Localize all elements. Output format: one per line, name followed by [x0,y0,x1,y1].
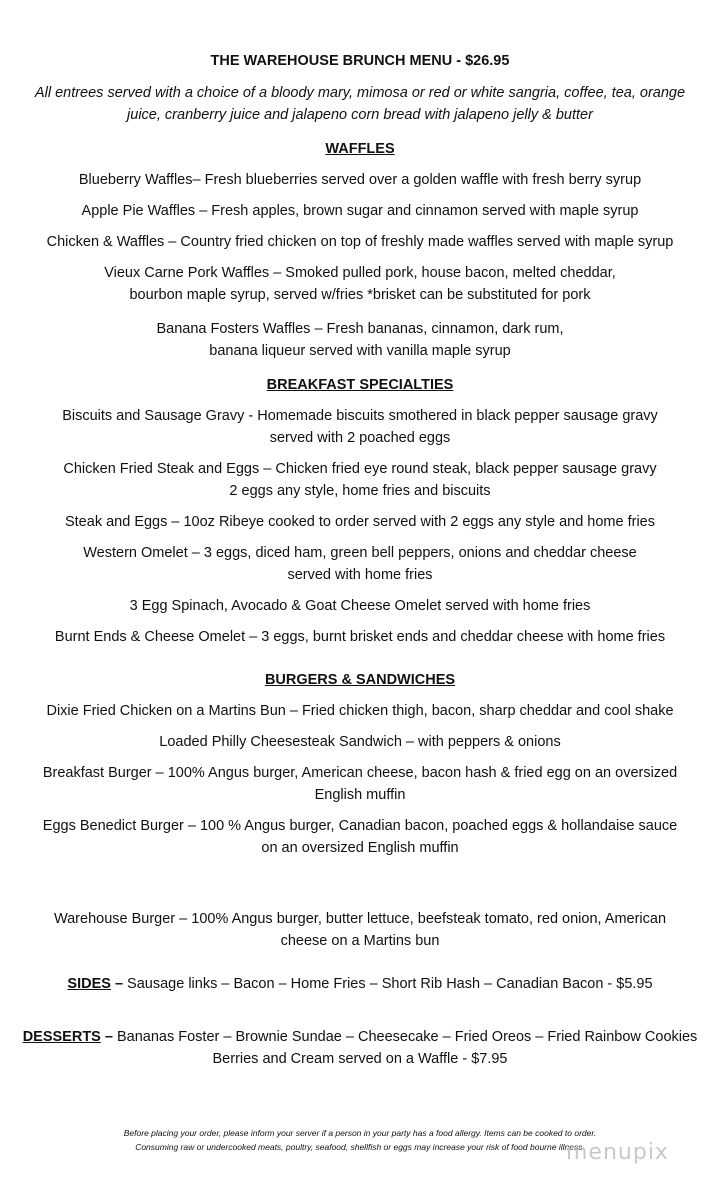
sides-dash: – [110,976,128,992]
menu-item: Apple Pie Waffles – Fresh apples, brown sugar and cinnamon served with maple syrup [81,203,639,219]
raw-food-note: Consuming raw or undercooked meats, poultry, seafood, shellfish or eggs may increase your risk of food bourne illness. [135,1142,585,1152]
menu-item: Western Omelet – 3 eggs, diced ham, green bell peppers, onions and cheddar cheese [83,545,637,561]
burgers-heading: BURGERS & SANDWICHES [264,672,456,688]
menu-item-continued: banana liqueur served with vanilla maple syrup [209,343,511,359]
desserts-text: Bananas Foster – Brownie Sundae – Cheesecake – Fried Oreos – Fried Rainbow Cookies [116,1029,698,1045]
desserts-heading: DESSERTS [22,1029,101,1045]
menu-item-continued: 2 eggs any style, home fries and biscuits [229,483,491,499]
desserts-line-2: Berries and Cream served on a Waffle - $7.95 [212,1051,508,1067]
menu-item: Blueberry Waffles– Fresh blueberries served over a golden waffle with fresh berry syrup [78,172,642,188]
allergy-note: Before placing your order, please inform your server if a person in your party has a food allergy. Items can be cooked to order. [123,1128,597,1138]
sides-heading: SIDES [67,976,111,992]
menu-item: Burnt Ends & Cheese Omelet – 3 eggs, burnt brisket ends and cheddar cheese with home fries [54,629,666,645]
menu-item: Loaded Philly Cheesesteak Sandwich – with peppers & onions [159,734,561,750]
intro-line-2: juice, cranberry juice and jalapeno corn bread with jalapeno jelly & butter [127,107,593,123]
menu-item: Biscuits and Sausage Gravy - Homemade biscuits smothered in black pepper sausage gravy [62,408,658,424]
menu-item-continued: English muffin [314,787,406,803]
menu-item: Vieux Carne Pork Waffles – Smoked pulled pork, house bacon, melted cheddar, [104,265,616,281]
menu-title: THE WAREHOUSE BRUNCH MENU - $26.95 [210,53,510,69]
desserts-dash: – [100,1029,117,1045]
menu-item-continued: cheese on a Martins bun [280,933,440,949]
menu-item-continued: on an oversized English muffin [261,840,459,856]
menu-item-continued: served with home fries [287,567,433,583]
menupix-watermark: menupix [566,1140,669,1165]
desserts-line [0,1026,720,1048]
breakfast-heading: BREAKFAST SPECIALTIES [266,377,454,393]
menu-item: Chicken Fried Steak and Eggs – Chicken fried eye round steak, black pepper sausage gravy [63,461,657,477]
menu-item: Banana Fosters Waffles – Fresh bananas, cinnamon, dark rum, [156,321,564,337]
intro-line-1: All entrees served with a choice of a bloody mary, mimosa or red or white sangria, coffee, tea, orange [34,85,686,101]
sides-text: Sausage links – Bacon – Home Fries – Short Rib Hash – Canadian Bacon - $5.95 [127,976,653,992]
menu-item: Breakfast Burger – 100% Angus burger, American cheese, bacon hash & fried egg on an oversized [42,765,678,781]
waffles-heading: WAFFLES [325,141,395,157]
menu-item: Dixie Fried Chicken on a Martins Bun – Fried chicken thigh, bacon, sharp cheddar and cool shake [46,703,674,719]
menu-item: Chicken & Waffles – Country fried chicken on top of freshly made waffles served with maple syrup [46,234,674,250]
menu-item: Steak and Eggs – 10oz Ribeye cooked to order served with 2 eggs any style and home fries [64,514,655,530]
sides-line [0,973,720,995]
menu-item: Eggs Benedict Burger – 100 % Angus burger, Canadian bacon, poached eggs & hollandaise sauce [42,818,678,834]
menu-item: Warehouse Burger – 100% Angus burger, butter lettuce, beefsteak tomato, red onion, American [53,911,667,927]
menu-item-continued: bourbon maple syrup, served w/fries *brisket can be substituted for pork [129,287,591,303]
menu-item: 3 Egg Spinach, Avocado & Goat Cheese Omelet served with home fries [129,598,591,614]
menu-item-continued: served with 2 poached eggs [269,430,451,446]
